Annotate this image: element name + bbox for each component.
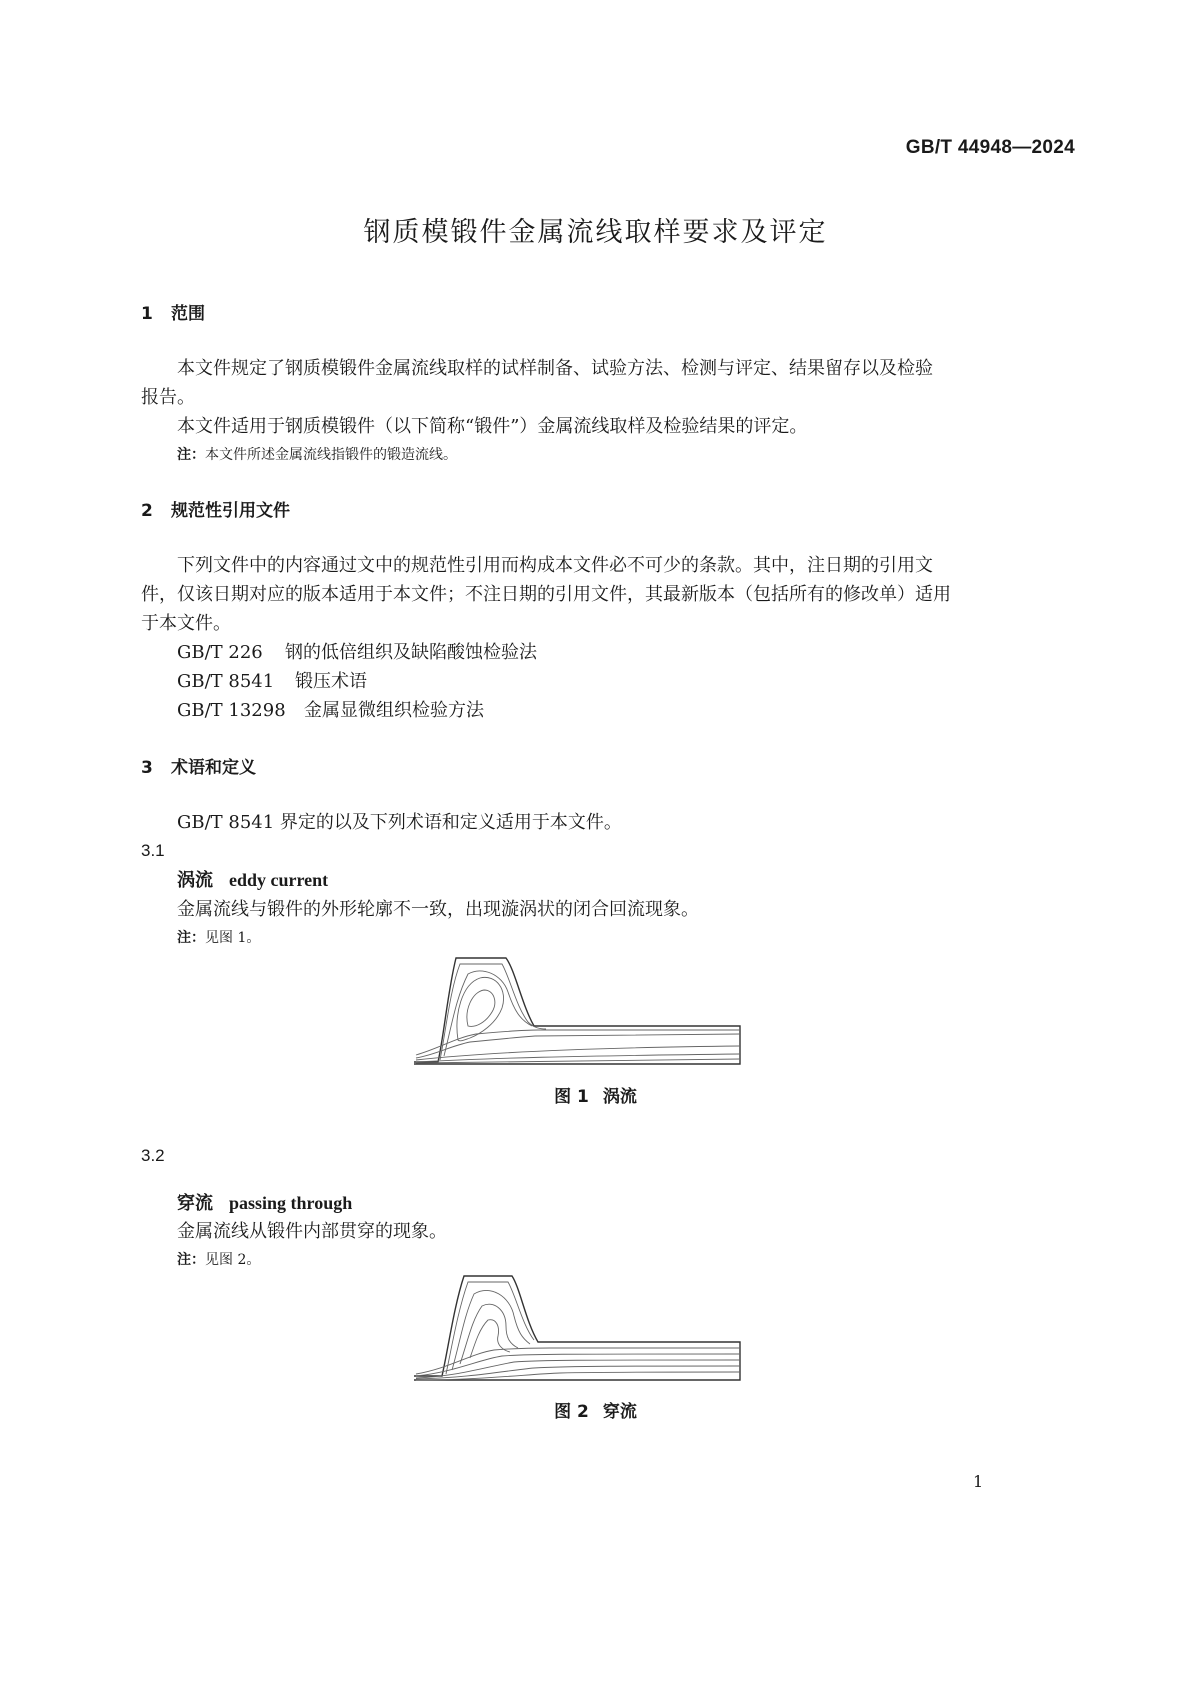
note-text: 见图 2。 (205, 1252, 261, 1268)
reference-title: 金属显微组织检验方法 (304, 700, 484, 721)
section-title: 规范性引用文件 (171, 501, 290, 521)
section-title: 范围 (171, 304, 205, 324)
flow-line (470, 1320, 510, 1358)
figure-label: 图 2 (554, 1402, 589, 1422)
section-1-para-1-line-2: 报告。 (141, 387, 195, 408)
term-heading (177, 866, 328, 892)
figure-title: 穿流 (602, 1402, 637, 1422)
flow-line (460, 1304, 518, 1364)
term-note (177, 1249, 260, 1269)
section-1-para-1-line-1: 本文件规定了钢质模锻件金属流线取样的试样制备、试验方法、检测与评定、结果留存以及检验 (177, 358, 933, 379)
note-label: 注： (177, 1252, 205, 1268)
reference-item (177, 696, 484, 725)
section-title: 术语和定义 (171, 758, 256, 778)
figure-2-passing-through-diagram (410, 1270, 750, 1390)
section-2-para-line-2: 件，仅该日期对应的版本适用于本文件；不注日期的引用文件，其最新版本（包括所有的修改单）适用 (141, 584, 951, 605)
term-note (177, 927, 260, 947)
section-number: 2 (141, 501, 153, 521)
section-1-heading (141, 299, 205, 324)
reference-item (177, 667, 367, 696)
term-number: 3.1 (141, 841, 165, 860)
section-2-heading (141, 496, 290, 521)
term-en: passing through (229, 1193, 353, 1213)
section-2-para-line-3: 于本文件。 (141, 613, 231, 634)
figure-2-caption (0, 1397, 1191, 1422)
section-3-intro: GB/T 8541 界定的以及下列术语和定义适用于本文件。 (177, 812, 622, 833)
reference-code: GB/T 13298 (177, 700, 286, 721)
standard-number: GB/T 44948—2024 (905, 137, 1075, 158)
figure-label: 图 1 (554, 1087, 589, 1107)
term-definition: 金属流线从锻件内部贯穿的现象。 (177, 1221, 447, 1242)
section-number: 1 (141, 304, 153, 324)
reference-code: GB/T 8541 (177, 671, 275, 692)
note-label: 注： (177, 930, 205, 946)
note-text: 本文件所述金属流线指锻件的锻造流线。 (205, 447, 457, 463)
document-title: 钢质模锻件金属流线取样要求及评定 (363, 217, 828, 248)
section-1-note (177, 444, 457, 464)
flow-line (416, 1046, 740, 1060)
section-number: 3 (141, 758, 153, 778)
flow-line (416, 1360, 740, 1378)
eddy-loop (467, 990, 495, 1026)
figure-1-caption (0, 1082, 1191, 1107)
term-cn: 涡流 (177, 870, 213, 891)
reference-title: 锻压术语 (295, 671, 367, 692)
flow-line (416, 1348, 740, 1374)
term-cn: 穿流 (177, 1193, 213, 1214)
flow-line (444, 971, 532, 1056)
figure-1-eddy-current-diagram (410, 950, 750, 1075)
page-number: 1 (973, 1472, 984, 1491)
reference-code: GB/T 226 (177, 642, 263, 663)
section-3-heading (141, 753, 256, 778)
note-text: 见图 1。 (205, 930, 261, 946)
term-heading (177, 1189, 352, 1215)
term-definition: 金属流线与锻件的外形轮廓不一致，出现漩涡状的闭合回流现象。 (177, 899, 699, 920)
section-2-para-line-1: 下列文件中的内容通过文中的规范性引用而构成本文件必不可少的条款。其中，注日期的引用文 (177, 555, 933, 576)
reference-item (177, 638, 537, 667)
forging-outline (414, 958, 740, 1064)
figure-title: 涡流 (602, 1087, 637, 1107)
term-en: eddy current (229, 870, 329, 890)
term-number: 3.2 (141, 1146, 165, 1165)
note-label: 注： (177, 447, 205, 463)
eddy-loop (457, 977, 504, 1040)
section-1-para-2: 本文件适用于钢质模锻件（以下简称“锻件”）金属流线取样及检验结果的评定。 (177, 416, 808, 437)
flow-line (416, 1030, 740, 1055)
reference-title: 钢的低倍组织及缺陷酸蚀检验法 (285, 642, 537, 663)
